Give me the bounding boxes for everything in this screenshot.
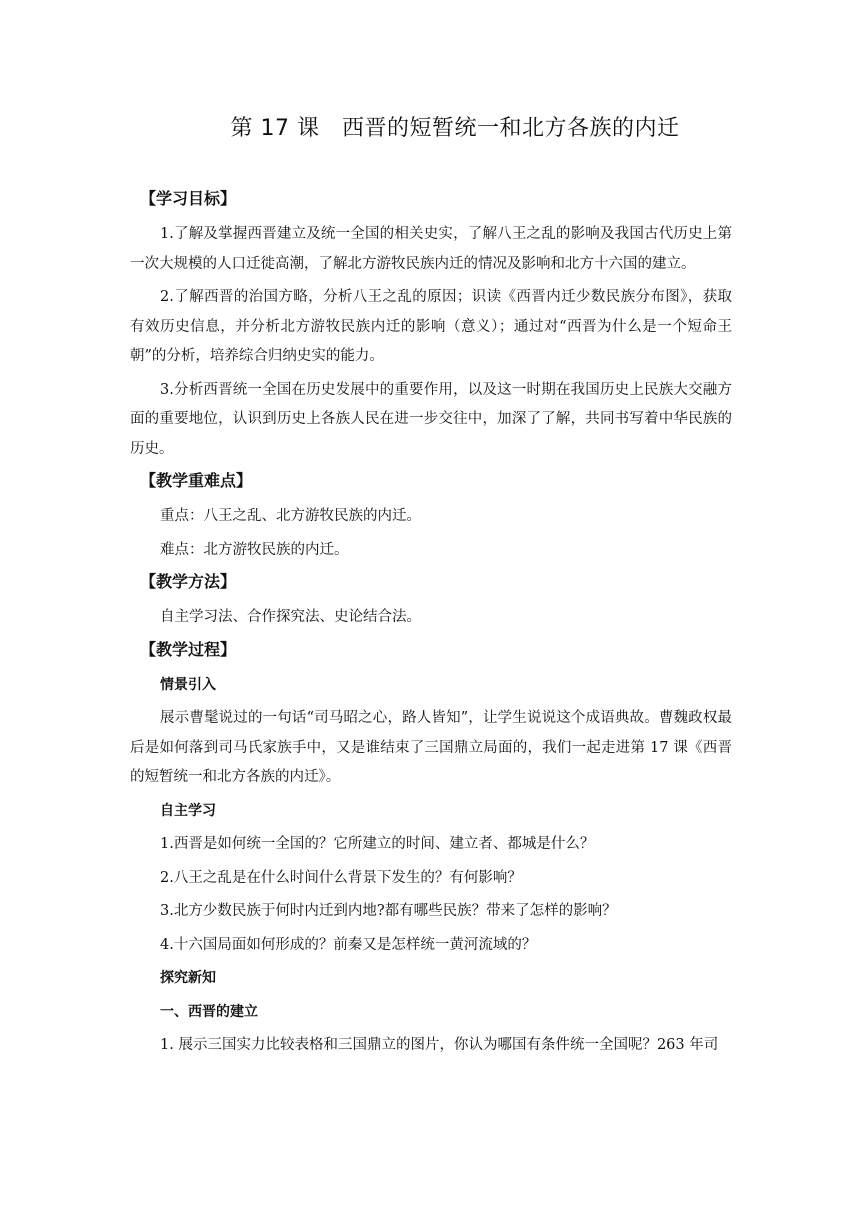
intro-text: 展示曹髦说过的一句话“司马昭之心，路人皆知”，让学生说说这个成语典故。曹魏政权最后是如何落到司马氏家族手中，又是谁结束了三国鼎立局面的，我们一起走进第 17 课《西晋的短暂统一和北方各族的内迁》。 [130, 710, 732, 785]
part1-subheading: 一、西晋的建立 [160, 1003, 258, 1020]
page-title: 第 17 课 西晋的短暂统一和北方各族的内迁 [230, 116, 680, 141]
objective-item: 3.分析西晋统一全国在历史发展中的重要作用，以及这一时期在我国历史上民族大交融方面的重要地位，认识到历史上各族人民在进一步交往中，加深了了解，共同书写着中华民族的历史。 [130, 381, 732, 457]
self-study-question: 2.八王之乱是在什么时间什么背景下发生的？有何影响？ [160, 869, 522, 886]
methods-heading: 【教学方法】 [140, 572, 237, 591]
objective-item: 1.了解及掌握西晋建立及统一全国的相关史实，了解八王之乱的影响及我国古代历史上第一次大规模的人口迁徙高潮，了解北方游牧民族内迁的情况及影响和北方十六国的建立。 [130, 226, 732, 272]
key-points-heading: 【教学重难点】 [140, 471, 253, 490]
methods-text: 自主学习法、合作探究法、史论结合法。 [160, 609, 421, 625]
document-body [130, 186, 732, 1065]
part1-text: 1. 展示三国实力比较表格和三国鼎立的图片，你认为哪国有条件统一全国呢？263 年司 [160, 1037, 719, 1053]
intro-subheading: 情景引入 [160, 676, 216, 693]
self-study-question: 1.西晋是如何统一全国的？它所建立的时间、建立者、都城是什么？ [160, 836, 595, 852]
objectives-heading: 【学习目标】 [140, 189, 237, 208]
objective-item: 2.了解西晋的治国方略，分析八王之乱的原因；识读《西晋内迁少数民族分布图》，获取有效历史信息，并分析北方游牧民族内迁的影响（意义）；通过对“西晋为什么是一个短命王朝”的分析，培养综合归纳史实的能力。 [130, 289, 732, 364]
key-point-difficulty: 难点：北方游牧民族的内迁。 [160, 541, 349, 558]
key-point-focus: 重点：八王之乱、北方游牧民族的内迁。 [160, 508, 421, 524]
explore-subheading: 探究新知 [160, 970, 216, 986]
self-study-question: 3.北方少数民族于何时内迁到内地?都有哪些民族？带来了怎样的影响？ [160, 903, 617, 919]
process-heading: 【教学过程】 [140, 639, 237, 659]
self-study-question: 4.十六国局面如何形成的？前秦又是怎样统一黄河流域的？ [160, 936, 537, 953]
self-study-subheading: 自主学习 [160, 802, 216, 819]
